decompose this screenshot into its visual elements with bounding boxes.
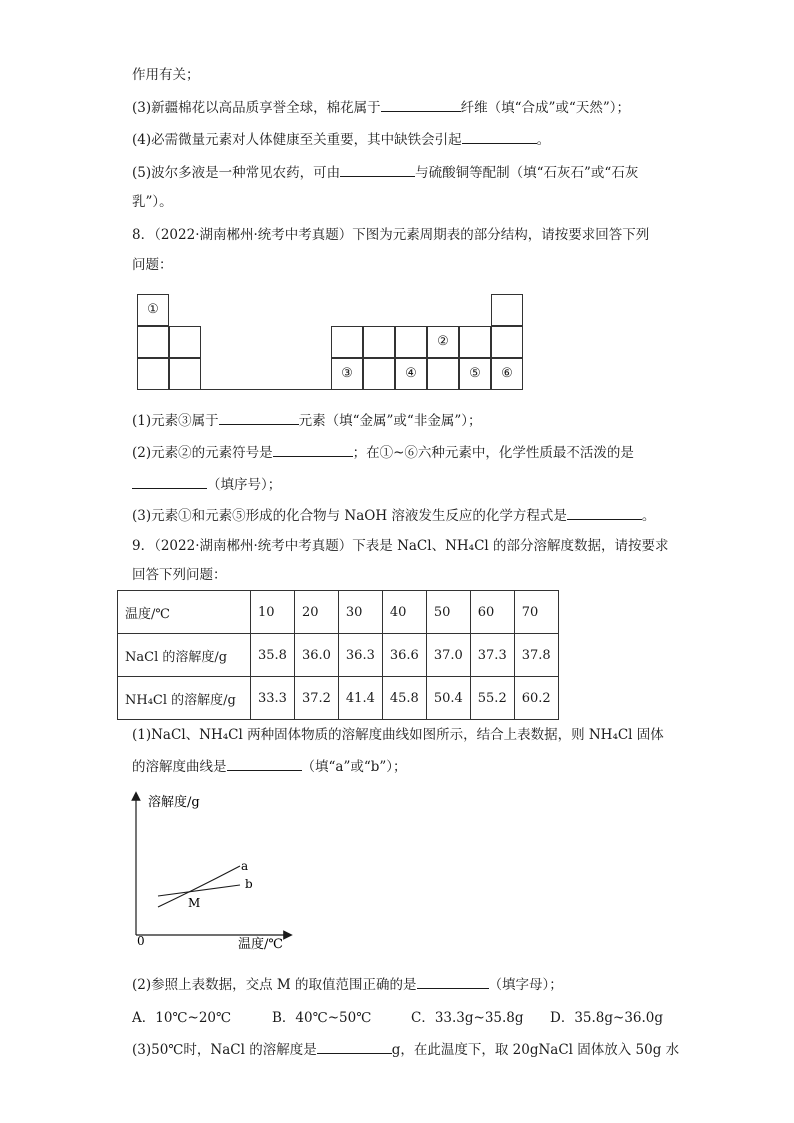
curve-b-label: b — [245, 877, 253, 891]
choice-c[interactable]: C．33.3g~35.8g — [411, 1010, 524, 1026]
choice-a[interactable]: A．10℃~20℃ — [132, 1010, 232, 1026]
element-cell-4 — [395, 358, 427, 390]
element-cell-6 — [491, 358, 523, 390]
q9-p3-text: (3)50℃时，NaCl 的溶解度是 — [132, 1042, 317, 1058]
q7-p5-text: (5)波尔多液是一种常见农药，可由 — [132, 165, 341, 181]
answer-blank[interactable] — [340, 163, 415, 177]
empty-cell — [169, 358, 201, 390]
q7-p3-text: (3)新疆棉花以高品质享誉全球，棉花属于 — [132, 100, 381, 116]
table-cell: 36.6 — [382, 634, 426, 677]
q9-part2 — [132, 975, 563, 994]
answer-blank[interactable] — [132, 475, 207, 489]
q9-p2-hint: （填字母）； — [488, 977, 563, 993]
cell-label: ⑤ — [469, 366, 481, 381]
table-row — [118, 591, 559, 634]
empty-cell — [137, 358, 169, 390]
answer-blank[interactable] — [417, 975, 489, 989]
empty-cell — [363, 326, 395, 358]
table-cell: 40 — [382, 591, 426, 634]
table-row — [118, 634, 559, 677]
table-cell: 33.3 — [251, 677, 295, 720]
y-axis-label: 溶解度/g — [148, 795, 200, 810]
table-cell: 60 — [470, 591, 514, 634]
element-cell-2 — [427, 326, 459, 358]
q7-p5-end: 乳”）。 — [132, 194, 173, 210]
table-header-cell: NaCl 的溶解度/g — [118, 634, 251, 677]
answer-blank[interactable] — [567, 506, 642, 520]
empty-cell — [137, 326, 169, 358]
q8-part3 — [132, 506, 655, 525]
table-cell: 37.8 — [514, 634, 558, 677]
q8-stem-text: 8．（2022·湖南郴州·统考中考真题）下图为元素周期表的部分结构，请按要求回答下列 — [132, 227, 650, 243]
answer-blank[interactable] — [227, 757, 302, 771]
cell-label: ④ — [405, 366, 417, 381]
q8-stem — [132, 226, 649, 244]
q9-stem-cont — [132, 566, 227, 584]
answer-blank[interactable] — [381, 98, 461, 112]
empty-cell — [169, 326, 201, 358]
q9-p1-text: (1)NaCl、NH₄Cl 两种固体物质的溶解度曲线如图所示，结合上表数据，则 NH₄Cl 固体 — [132, 727, 664, 743]
table-cell: 55.2 — [470, 677, 514, 720]
table-cell: 36.0 — [294, 634, 338, 677]
q8-p3-end: 。 — [641, 508, 656, 524]
q9-part3 — [132, 1040, 679, 1059]
q8-p1-hint: 元素（填“金属”或“非金属”）； — [298, 413, 482, 429]
element-cell-1 — [137, 294, 169, 326]
periodic-table-diagram — [137, 294, 525, 390]
q7-part5 — [132, 163, 638, 182]
empty-cell — [459, 326, 491, 358]
element-cell-5 — [459, 358, 491, 390]
q9-part1 — [132, 726, 664, 744]
answer-blank[interactable] — [462, 130, 537, 144]
q7-line-cont — [132, 66, 200, 84]
cell-label: ⑥ — [501, 366, 513, 381]
empty-cell — [363, 358, 395, 390]
q9-stem-text2: 回答下列问题： — [132, 567, 227, 583]
q8-p1-text: (1)元素③属于 — [132, 413, 219, 429]
q9-p1-text2: 的溶解度曲线是 — [132, 759, 227, 775]
q7-p3-hint: 纤维（填“合成”或“天然”）； — [460, 100, 630, 116]
curve-a-label: a — [241, 859, 249, 873]
q8-part2 — [132, 443, 634, 462]
empty-cell — [331, 326, 363, 358]
q8-p2-text2: ；在①~⑥六种元素中，化学性质最不活泼的是 — [352, 445, 634, 461]
q7-part4 — [132, 130, 550, 149]
table-cell: 45.8 — [382, 677, 426, 720]
q9-part1-cont — [132, 757, 407, 776]
q8-p2-text: (2)元素②的元素符号是 — [132, 445, 273, 461]
table-cell: 30 — [338, 591, 382, 634]
table-row — [118, 677, 559, 720]
table-cell: 41.4 — [338, 677, 382, 720]
answer-blank[interactable] — [219, 411, 299, 425]
q9-stem — [132, 537, 669, 555]
q8-p2-hint: （填序号）； — [207, 477, 282, 493]
q9-stem-text: 9．（2022·湖南郴州·统考中考真题）下表是 NaCl、NH₄Cl 的部分溶解度数据，请按要求 — [132, 538, 669, 554]
q8-part2-cont — [132, 475, 281, 494]
cell-label: ③ — [341, 366, 353, 381]
table-cell: 37.2 — [294, 677, 338, 720]
table-cell: 36.3 — [338, 634, 382, 677]
cell-label: ① — [147, 302, 159, 317]
q8-p3-text: (3)元素①和元素⑤形成的化合物与 NaOH 溶液发生反应的化学方程式是 — [132, 508, 567, 524]
q8-part1 — [132, 411, 481, 430]
solubility-table — [117, 590, 559, 720]
table-baseline — [201, 389, 331, 390]
empty-cell — [395, 326, 427, 358]
intersection-label: M — [188, 896, 201, 910]
q7-part5-cont — [132, 193, 173, 211]
table-cell: 60.2 — [514, 677, 558, 720]
table-header-cell: 温度/℃ — [118, 591, 251, 634]
table-cell: 35.8 — [251, 634, 295, 677]
table-cell: 50 — [426, 591, 470, 634]
x-axis-label: 温度/℃ — [238, 937, 283, 952]
q8-stem-text2: 问题： — [132, 257, 173, 273]
q7-p5-hint: 与硫酸铜等配制（填“石灰石”或“石灰 — [415, 165, 639, 181]
cell-label: ② — [437, 334, 449, 349]
q9-p2-text: (2)参照上表数据，交点 M 的取值范围正确的是 — [132, 977, 417, 993]
table-cell: 37.3 — [470, 634, 514, 677]
table-cell: 20 — [294, 591, 338, 634]
table-cell: 10 — [251, 591, 295, 634]
q9-p3-text2: g，在此温度下，取 20gNaCl 固体放入 50g 水 — [391, 1042, 680, 1058]
origin-label: 0 — [137, 934, 145, 948]
q9-p1-hint: （填“a”或“b”）； — [301, 759, 407, 775]
q8-stem-cont — [132, 256, 173, 274]
empty-cell — [491, 326, 523, 358]
choice-d[interactable]: D．35.8g~36.0g — [550, 1010, 664, 1026]
table-cell: 70 — [514, 591, 558, 634]
q7-cont-text: 作用有关； — [132, 67, 200, 83]
q7-p4-end: 。 — [536, 132, 551, 148]
table-header-cell: NH₄Cl 的溶解度/g — [118, 677, 251, 720]
q7-part3 — [132, 98, 630, 117]
table-cell: 37.0 — [426, 634, 470, 677]
answer-blank[interactable] — [273, 443, 353, 457]
empty-cell — [427, 358, 459, 390]
empty-cell — [491, 294, 523, 326]
solubility-curve-graph — [128, 790, 308, 960]
table-cell: 50.4 — [426, 677, 470, 720]
answer-blank[interactable] — [317, 1040, 392, 1054]
element-cell-3 — [331, 358, 363, 390]
q7-p4-text: (4)必需微量元素对人体健康至关重要，其中缺铁会引起 — [132, 132, 462, 148]
choice-b[interactable]: B．40℃~50℃ — [272, 1010, 372, 1026]
